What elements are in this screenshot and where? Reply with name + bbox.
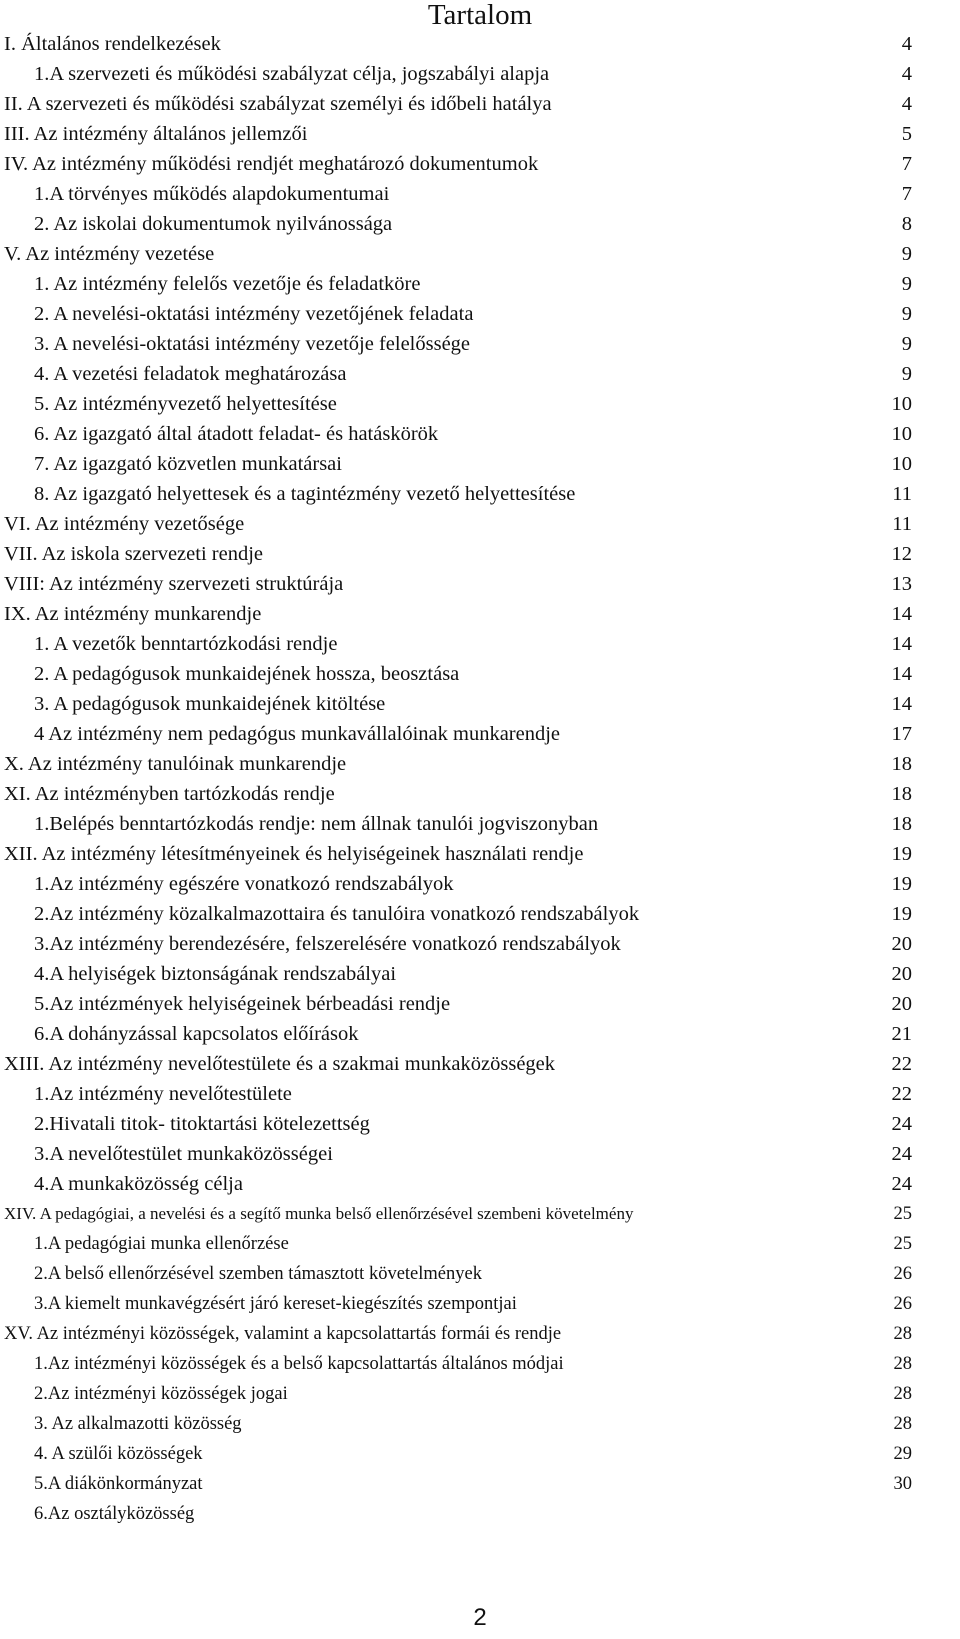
toc-entry [0,452,960,482]
toc-entry [0,242,960,272]
toc-entry [0,1202,960,1232]
toc-entry-label: 3.A kiemelt munkavégzésért járó kereset-kiegészítés szempontjai [34,1294,517,1314]
toc-entry [0,542,960,572]
toc-entry [0,212,960,242]
toc-entry-page-number: 12 [891,543,912,565]
toc-entry-page-number: 13 [891,573,912,595]
toc-entry-label: 1.A pedagógiai munka ellenőrzése [34,1234,289,1254]
toc-entry-page-number: 9 [901,303,912,325]
toc-entry [0,1382,960,1412]
toc-entry-page-number: 10 [891,453,912,475]
toc-entry [0,812,960,842]
toc-entry [0,512,960,542]
toc-entry [0,962,960,992]
toc-entry [0,272,960,302]
toc-entry [0,332,960,362]
toc-entry-page-number: 11 [892,483,912,505]
toc-entry-page-number: 10 [891,393,912,415]
toc-entry-page-number: 20 [891,993,912,1015]
toc-entry-page-number: 4 [901,63,912,85]
toc-entry-page-number: 10 [891,423,912,445]
toc-entry-page-number: 20 [891,933,912,955]
toc-entry-label: IX. Az intézmény munkarendje [4,603,262,625]
toc-entry-label: 5.A diákönkormányzat [34,1474,203,1494]
toc-entry-page-number: 28 [893,1414,912,1434]
toc-entry-page-number: 24 [891,1113,912,1135]
toc-entry [0,182,960,212]
toc-entry [0,1472,960,1502]
toc-entry [0,872,960,902]
toc-entry-page-number: 24 [891,1173,912,1195]
toc-entry-label: XI. Az intézményben tartózkodás rendje [4,783,335,805]
toc-entry-label: XII. Az intézmény létesítményeinek és helyiségeinek használati rendje [4,843,584,865]
toc-entry-label: 4 Az intézmény nem pedagógus munkavállalóinak munkarendje [34,723,561,745]
toc-entry [0,722,960,752]
toc-entry [0,842,960,872]
toc-entry-page-number: 28 [893,1324,912,1344]
toc-entry-label: 1.Az intézmény nevelőtestülete [34,1083,292,1105]
toc-entry [0,572,960,602]
toc-entry [0,1292,960,1322]
toc-entry-label: 1.Belépés benntartózkodás rendje: nem állnak tanulói jogviszonyban [34,813,599,835]
toc-entry-page-number: 4 [901,33,912,55]
toc-entry [0,932,960,962]
toc-entry [0,1112,960,1142]
toc-entry-page-number: 30 [893,1474,912,1494]
toc-entry-page-number: 14 [891,633,912,655]
toc-entry [0,1172,960,1202]
toc-entry-label: I. Általános rendelkezések [4,33,221,55]
toc-entry-label: 6.Az osztályközösség [34,1504,195,1524]
toc-entry-label: 8. Az igazgató helyettesek és a tagintézmény vezető helyettesítése [34,483,576,505]
toc-entry [0,692,960,722]
toc-entry-page-number: 9 [901,243,912,265]
toc-entry-page-number: 5 [901,123,912,145]
toc-entry-label: 2.Az intézményi közösségek jogai [34,1384,288,1404]
toc-entry-page-number: 9 [901,333,912,355]
toc-entry-label: 2.Hivatali titok- titoktartási kötelezettség [34,1113,370,1135]
toc-entry-page-number: 18 [891,783,912,805]
toc-entry-page-number: 28 [893,1384,912,1404]
toc-entry [0,152,960,182]
toc-entry-label: 6. Az igazgató által átadott feladat- és hatáskörök [34,423,439,445]
toc-entry [0,422,960,452]
toc-entry-label: 1. Az intézmény felelős vezetője és feladatköre [34,273,421,295]
toc-entry-page-number: 26 [893,1264,912,1284]
toc-entry-label: II. A szervezeti és működési szabályzat személyi és időbeli hatálya [4,93,552,115]
toc-entry-label: 1.Az intézmény egészére vonatkozó rendszabályok [34,873,454,895]
toc-entry-page-number: 14 [891,603,912,625]
toc-entry-label: 2. A pedagógusok munkaidejének hossza, beosztása [34,663,460,685]
toc-entry [0,632,960,662]
toc-entry [0,1352,960,1382]
toc-entry-label: 1. A vezetők benntartózkodási rendje [34,633,338,655]
toc-entry-label: 2. A nevelési-oktatási intézmény vezetőjének feladata [34,303,474,325]
toc-entry [0,1082,960,1112]
toc-entry [0,1232,960,1262]
toc-entry-page-number: 9 [901,363,912,385]
toc-entry [0,782,960,812]
toc-entry-page-number: 11 [892,513,912,535]
toc-entry-page-number: 22 [891,1053,912,1075]
toc-entry-page-number: 7 [901,153,912,175]
toc-entry-page-number: 25 [893,1204,912,1224]
toc-entry-label: 3.Az intézmény berendezésére, felszerelésére vonatkozó rendszabályok [34,933,621,955]
toc-entry-label: 5. Az intézményvezető helyettesítése [34,393,337,415]
toc-entry-page-number: 19 [891,903,912,925]
toc-entry [0,992,960,1022]
toc-entry [0,362,960,392]
toc-entry-label: 1.A törvényes működés alapdokumentumai [34,183,390,205]
toc-entry-page-number: 21 [891,1023,912,1045]
toc-entry [0,1502,960,1532]
toc-entry [0,482,960,512]
toc-entry [0,1262,960,1292]
toc-entry-page-number: 4 [901,93,912,115]
toc-entry [0,1052,960,1082]
toc-entry [0,302,960,332]
toc-entry-label: 5.Az intézmények helyiségeinek bérbeadási rendje [34,993,451,1015]
toc-entry-label: 3.A nevelőtestület munkaközösségei [34,1143,333,1165]
toc-entry-page-number: 19 [891,873,912,895]
toc-entry [0,32,960,62]
toc-entry-label: XIV. A pedagógiai, a nevelési és a segítő munka belső ellenőrzésével szembeni követelmény [4,1204,634,1223]
toc-entry-page-number: 18 [891,753,912,775]
toc-entry-label: VI. Az intézmény vezetősége [4,513,245,535]
toc-entry [0,1412,960,1442]
toc-entry-page-number: 24 [891,1143,912,1165]
toc-entry-label: 4. A vezetési feladatok meghatározása [34,363,347,385]
toc-entry-page-number: 25 [893,1234,912,1254]
toc-entry [0,1022,960,1052]
toc-entry-page-number: 19 [891,843,912,865]
toc-entry-label: 3. A nevelési-oktatási intézmény vezetője felelőssége [34,333,471,355]
toc-entry [0,392,960,422]
toc-entry-label: 2.A belső ellenőrzésével szemben támasztott követelmények [34,1264,482,1284]
toc-entry-label: IV. Az intézmény működési rendjét meghatározó dokumentumok [4,153,539,175]
toc-entry-page-number: 29 [893,1444,912,1464]
toc-entry-label: 2. Az iskolai dokumentumok nyilvánossága [34,213,393,235]
toc-entry-label: 3. Az alkalmazotti közösség [34,1414,242,1434]
toc-entry-label: XIII. Az intézmény nevelőtestülete és a szakmai munkaközösségek [4,1053,556,1075]
toc-entry [0,62,960,92]
toc-entry [0,1322,960,1352]
toc-entry-page-number: 22 [891,1083,912,1105]
toc-entry-label: 1.A szervezeti és működési szabályzat célja, jogszabályi alapja [34,63,550,85]
toc-entry-label: 4.A munkaközösség célja [34,1173,243,1195]
toc-entry-page-number: 26 [893,1294,912,1314]
page-number: 2 [473,1604,487,1631]
toc-entry-page-number: 9 [901,273,912,295]
toc-entry [0,1142,960,1172]
toc-entry-label: 7. Az igazgató közvetlen munkatársai [34,453,342,475]
toc-entry-page-number: 18 [891,813,912,835]
toc-entry-page-number: 8 [901,213,912,235]
toc-entry-label: 4.A helyiségek biztonságának rendszabályai [34,963,397,985]
toc-entry [0,752,960,782]
toc-entry-page-number: 20 [891,963,912,985]
toc-entry [0,1442,960,1472]
toc-entry [0,122,960,152]
toc-entry-label: XV. Az intézményi közösségek, valamint a kapcsolattartás formái és rendje [4,1324,562,1344]
toc-entry [0,662,960,692]
toc-entry [0,92,960,122]
toc-entry-label: 3. A pedagógusok munkaidejének kitöltése [34,693,386,715]
toc-entry-label: 4. A szülői közösségek [34,1444,203,1464]
toc-entry-label: 2.Az intézmény közalkalmazottaira és tanulóira vonatkozó rendszabályok [34,903,640,925]
toc-entry-page-number: 14 [891,663,912,685]
toc-entry-label: 6.A dohányzással kapcsolatos előírások [34,1023,359,1045]
toc-entry-label: X. Az intézmény tanulóinak munkarendje [4,753,347,775]
toc-entry-page-number: 17 [891,723,912,745]
toc-entry-page-number: 7 [901,183,912,205]
toc-entry-label: 1.Az intézményi közösségek és a belső kapcsolattartás általános módjai [34,1354,564,1374]
toc-entry-page-number: 28 [893,1354,912,1374]
toc-entry [0,602,960,632]
toc-entry-label: V. Az intézmény vezetése [4,243,215,265]
toc-entry-label: VII. Az iskola szervezeti rendje [4,543,263,565]
toc-entry-label: VIII: Az intézmény szervezeti struktúrája [4,573,344,595]
toc-entry-page-number: 14 [891,693,912,715]
page-title: Tartalom [427,0,533,31]
toc-entry [0,902,960,932]
toc-entry-label: III. Az intézmény általános jellemzői [4,123,308,145]
